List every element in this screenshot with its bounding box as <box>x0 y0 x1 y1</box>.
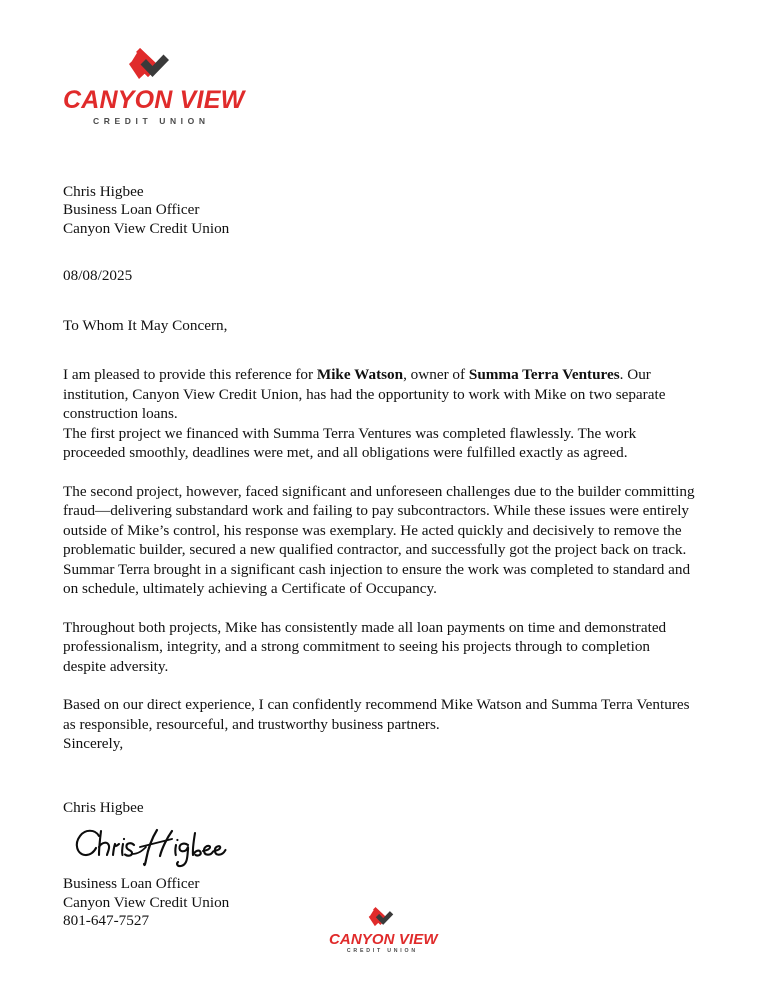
footer-logo-wordmark: CANYON VIEW <box>329 931 438 948</box>
spacer <box>63 238 695 267</box>
paragraph-2-text: The first project we financed with Summa Terra Ventures was completed flawlessly. The work proceeded smoothly, deadlines were met, and all obligations were fulfilled exactly as agreed. <box>63 424 637 462</box>
letter-body <box>63 183 695 930</box>
logo-subtitle: CREDIT UNION <box>93 116 210 126</box>
handwritten-signature <box>68 825 695 869</box>
salutation: To Whom It May Concern, <box>63 317 228 335</box>
paragraph-5-text: Based on our direct experience, I can confidently recommend Mike Watson and Summa Terra Ventures as responsible, resourceful, and trustworthy business partners. <box>63 696 690 733</box>
sender-title: Business Loan Officer <box>63 201 200 219</box>
paragraph-1-text-c: . Our institution, Canyon View Credit Union, has had the opportunity to work with Mike on two separate construction loans. <box>63 366 666 423</box>
sender-name: Chris Higbee <box>63 183 144 200</box>
sender-block <box>63 183 695 238</box>
paragraph-1-text-b: , owner of <box>403 366 469 384</box>
footer-logo <box>329 905 438 954</box>
paragraph-3: The second project, however, faced significant and unforeseen challenges due to the builder committing fraud—delivering substandard work and failing to pay subcontractors. While these issues were entirely outside of Mike’s control, his response was exemplary. He acted quickly and decisively to remove the problematic builder, secured a new qualified contractor, and successfully got the project back on track. Summar Terra brought in a significant cash injection to ensure the work was completed to standard and on schedule, ultimately achieving a Certificate of Occupancy. <box>63 482 695 598</box>
logo-wordmark: CANYON VIEW <box>63 86 245 114</box>
paragraph-1-bold-borrower: Mike Watson <box>316 366 404 384</box>
closing-phone: 801-647-7527 <box>63 911 150 929</box>
paragraph-4: Throughout both projects, Mike has consistently made all loan payments on time and demonstrated professionalism, integrity, and a strong commitment to seeing his projects through to completion despite adversity. <box>63 618 667 675</box>
closing-title: Business Loan Officer <box>63 875 200 893</box>
paragraph-5 <box>63 695 695 754</box>
closing-organization: Canyon View Credit Union <box>63 893 230 911</box>
paragraph-1-text-a: I am pleased to provide this reference for <box>63 366 317 384</box>
signoff: Sincerely, <box>63 735 124 753</box>
header-logo <box>63 45 245 126</box>
signature-icon <box>68 825 228 869</box>
canyon-view-diamond-check-icon <box>118 45 180 85</box>
letter-date: 08/08/2025 <box>63 266 133 284</box>
footer-logo-subtitle: CREDIT UNION <box>346 948 418 954</box>
sender-organization: Canyon View Credit Union <box>63 219 230 237</box>
paragraph-1 <box>63 365 695 463</box>
canyon-view-diamond-check-icon <box>362 905 400 930</box>
spacer <box>63 285 695 317</box>
spacer <box>63 335 695 365</box>
paragraph-1-bold-company: Summa Terra Ventures <box>468 366 620 384</box>
signature-typed-name: Chris Higbee <box>63 798 144 816</box>
